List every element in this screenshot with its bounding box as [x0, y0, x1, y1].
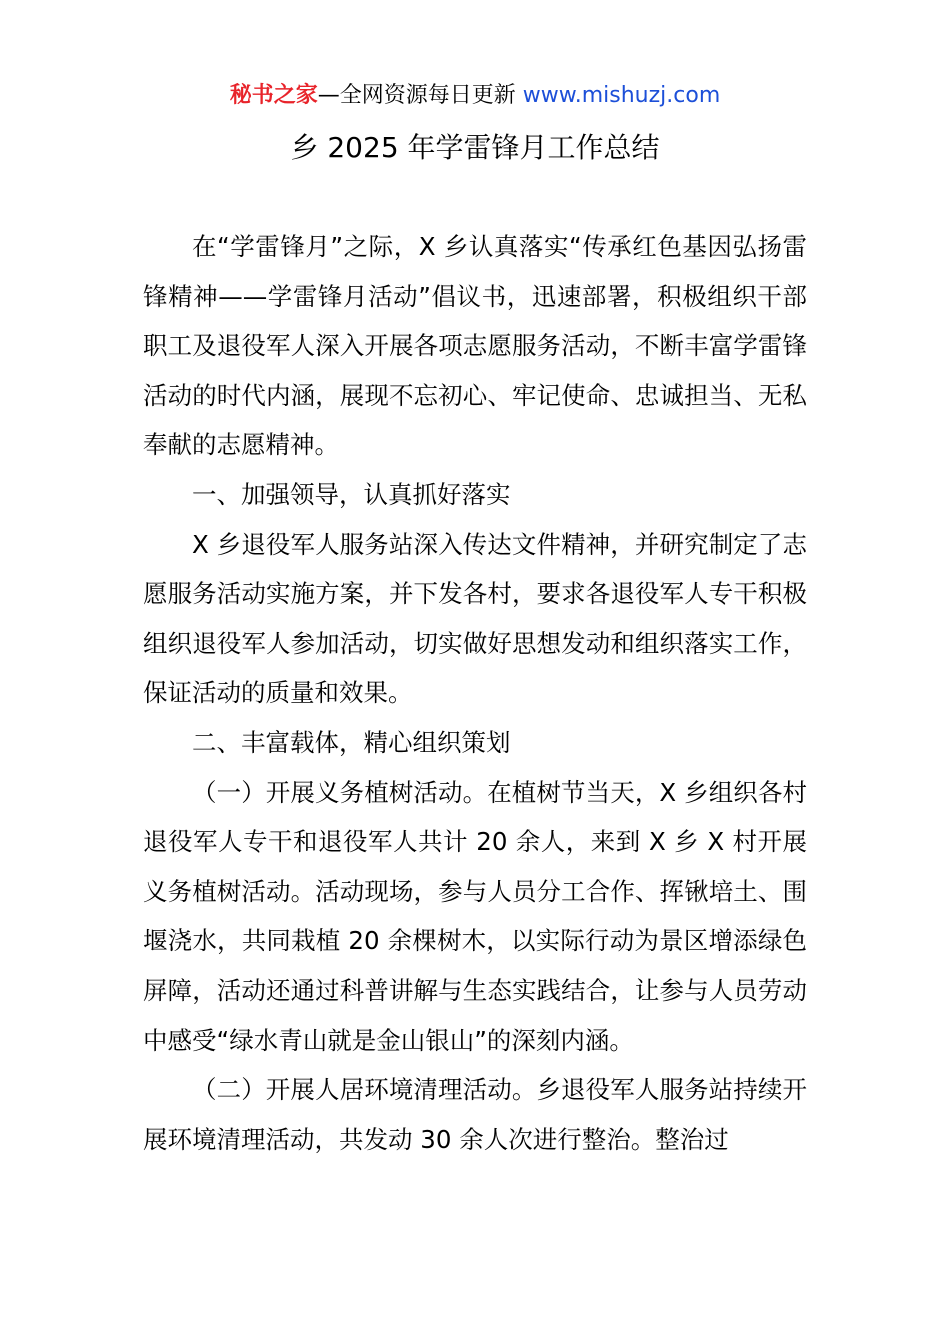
- body-paragraph: （二）开展人居环境清理活动。乡退役军人服务站持续开展环境清理活动，共发动 30 余人次进行整治。整治过: [143, 1075, 807, 1154]
- intro-paragraph: 在“学雷锋月”之际，X 乡认真落实“传承红色基因弘扬雷锋精神——学雷锋月活动”倡议书，迅速部署，积极组织干部职工及退役军人深入开展各项志愿服务活动，不断丰富学雷锋活动的时代内涵，展现不忘初心、牢记使命、忠诚担当、无私奉献的志愿精神。: [143, 232, 807, 460]
- section-heading-2: 二、丰富载体，精心组织策划: [192, 727, 511, 757]
- document-title: 乡 2025 年学雷锋月工作总结: [290, 131, 660, 164]
- document-body: [143, 222, 807, 1164]
- section-heading-1: 一、加强领导，认真抓好落实: [192, 479, 511, 509]
- site-header: [0, 80, 950, 112]
- site-url-link[interactable]: www.mishuzj.com: [522, 83, 721, 108]
- brand-name: 秘书之家: [229, 83, 318, 108]
- site-tagline: —全网资源每日更新: [317, 83, 523, 108]
- body-paragraph: X 乡退役军人服务站深入传达文件精神，并研究制定了志愿服务活动实施方案，并下发各村，要求各退役军人专干积极组织退役军人参加活动，切实做好思想发动和组织落实工作，保证活动的质量和效果。: [143, 529, 807, 708]
- body-paragraph: （一）开展义务植树活动。在植树节当天，X 乡组织各村退役军人专干和退役军人共计 20 余人，来到 X 乡 X 村开展义务植树活动。活动现场，参与人员分工合作、挥锹培土、围堰浇水，共同栽植 20 余棵树木，以实际行动为景区增添绿色屏障，活动还通过科普讲解与生态实践结合，让参与人员劳动中感受“绿水青山就是金山银山”的深刻内涵。: [143, 777, 807, 1055]
